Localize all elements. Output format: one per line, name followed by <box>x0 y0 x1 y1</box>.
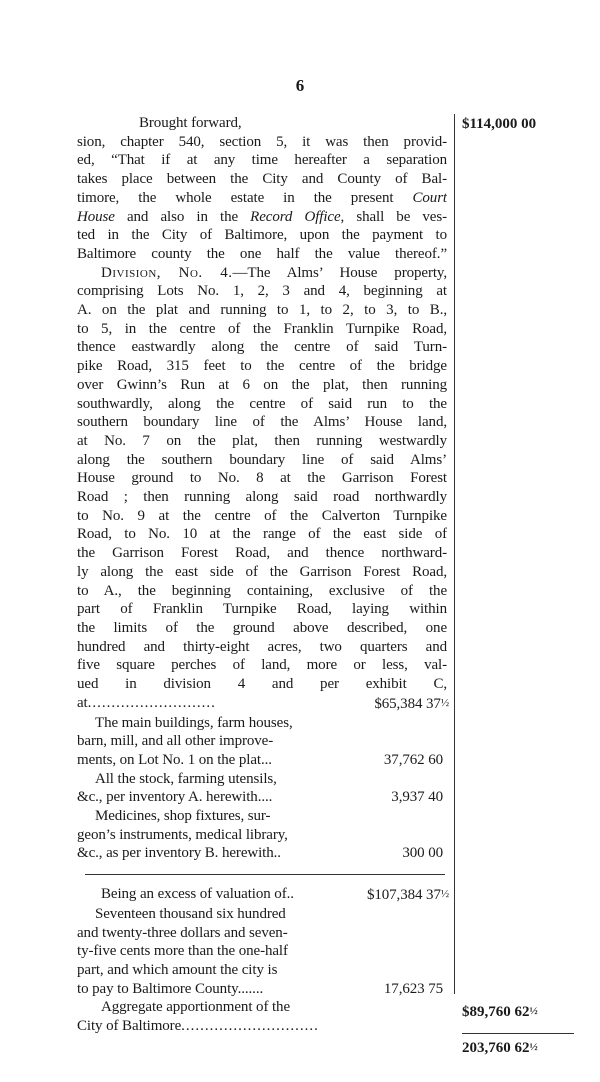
items-list <box>77 714 447 864</box>
item-line <box>77 826 449 845</box>
division-body <box>77 282 447 693</box>
division-at-row <box>77 694 449 714</box>
brought-forward-label: Brought forward, <box>139 115 242 131</box>
excess-row <box>77 885 449 905</box>
item-text: &c., per inventory A. herewith.... <box>77 789 273 806</box>
division-lead: —The Alms’ House property, <box>232 264 447 281</box>
item-text: ments, on Lot No. 1 on the plat... <box>77 751 272 768</box>
item-text: Medicines, shop fixtures, sur- <box>95 808 271 825</box>
payment-block <box>77 905 447 999</box>
division-line: part of Franklin Turnpike Road, laying within <box>77 601 447 618</box>
fraction: ½ <box>529 1041 538 1053</box>
payment-right-amount <box>462 1004 572 1021</box>
item-amount: 3,937 40 <box>391 789 443 806</box>
division-line: A. on the plat and running to 1, to 2, to 3, to B., <box>77 302 447 319</box>
excess-amount <box>367 885 449 905</box>
amount-text: $65,384 37 <box>374 695 441 712</box>
text-span: timore, the whole estate in the present <box>77 189 413 206</box>
fraction: ½ <box>440 888 449 901</box>
division-line: to 5, in the centre of the Franklin Turnpike Road, <box>77 320 447 337</box>
text-span: , shall be ves- <box>340 208 447 225</box>
column-divider <box>454 114 455 994</box>
page-number: 6 <box>295 76 305 95</box>
item-text: barn, mill, and all other improve- <box>77 733 274 750</box>
text-line <box>77 189 447 208</box>
amount-text: $107,384 37 <box>366 887 441 904</box>
division-line: the Garrison Forest Road, and thence northward- <box>77 545 447 562</box>
division-line: thence eastwardly along the centre of said Turn- <box>77 339 447 356</box>
division-amount <box>374 694 449 714</box>
inventory-item <box>77 770 449 807</box>
text-span: and also in the <box>114 208 251 225</box>
payment-line <box>77 961 449 980</box>
payment-amount: 17,623 75 <box>383 980 443 997</box>
division-line: along the southern boundary line of said Alms’ <box>77 451 447 468</box>
fraction: ½ <box>529 1005 538 1017</box>
text-line: ted in the City of Baltimore, upon the payment to <box>77 227 447 244</box>
item-line <box>77 732 449 751</box>
item-amount: 37,762 60 <box>383 751 443 768</box>
item-text: &c., as per inventory B. herewith.. <box>77 845 281 862</box>
division-line: ly along the east side of the Garrison Forest Road, <box>77 563 447 580</box>
payment-line <box>77 942 449 961</box>
text-line <box>77 208 447 227</box>
italic-court: Court <box>412 189 447 206</box>
division-line: House ground to No. 8 at the Garrison Forest <box>77 470 447 487</box>
inventory-item <box>77 714 449 770</box>
item-line <box>77 844 449 863</box>
aggregate-line1: Aggregate apportionment of the <box>101 999 291 1016</box>
payment-text: part, and which amount the city is <box>77 961 278 978</box>
item-line <box>77 751 449 770</box>
at-label <box>77 694 216 714</box>
payment-line <box>77 924 449 943</box>
text-line: Baltimore county the one half the value thereof.” <box>77 245 447 262</box>
division-line: over Gwinn’s Run at 6 on the plat, then running <box>77 376 447 393</box>
item-text: geon’s instruments, medical library, <box>77 826 288 843</box>
item-line <box>77 788 449 807</box>
inventory-item <box>77 807 449 863</box>
division-line: to A., the beginning containing, exclusive of the <box>77 582 447 599</box>
italic-record-office: Record Office <box>250 208 341 225</box>
item-line <box>77 807 449 826</box>
aggregate-label: City of Baltimore <box>77 1018 182 1035</box>
item-amount: 300 00 <box>402 845 443 862</box>
subtotal-rule <box>85 874 445 875</box>
brought-forward-amount: $114,000 00 <box>462 116 537 132</box>
division-line: pike Road, 315 feet to the centre of the bridge <box>77 358 447 375</box>
dot-leader: ............................. <box>181 1018 319 1035</box>
division-line: hundred and thirty-eight acres, two quarters and <box>77 638 447 655</box>
fraction: ½ <box>440 696 449 709</box>
item-text: The main buildings, farm houses, <box>95 714 293 731</box>
division-heading: Division, No. 4. <box>101 264 233 281</box>
aggregate-amount <box>462 1040 572 1057</box>
amount-text: $89,760 62 <box>462 1004 530 1020</box>
division-line: ued in division 4 and per exhibit C, <box>77 676 447 693</box>
division-line: Road, to No. 10 at the range of the east side of <box>77 526 447 543</box>
italic-house: House <box>77 208 115 225</box>
at-text: at <box>77 694 88 711</box>
item-line <box>77 770 449 789</box>
excess-label: Being an excess of valuation of.. <box>101 886 294 903</box>
payment-line <box>77 905 467 924</box>
division-line: at No. 7 on the plat, then running westwardly <box>77 432 447 449</box>
item-text: All the stock, farming utensils, <box>95 770 277 787</box>
item-line <box>77 714 449 733</box>
aggregate-line2 <box>77 1017 449 1036</box>
division-line: southwardly, along the centre of said run to the <box>77 395 447 412</box>
division-line: comprising Lots No. 1, 2, 3 and 4, beginning at <box>77 283 447 300</box>
division-line: the limits of the ground above described, one <box>77 619 447 636</box>
amount-text: 203,760 62 <box>462 1040 530 1056</box>
text-line: ed, “That if at any time hereafter a separation <box>77 152 447 169</box>
payment-text: to pay to Baltimore County....... <box>77 980 264 997</box>
payment-text: ty-five cents more than the one-half <box>77 943 288 960</box>
total-rule <box>462 1033 574 1034</box>
payment-text: Seventeen thousand six hundred <box>95 905 286 922</box>
division-line: southern boundary line of the Alms’ House land, <box>77 414 447 431</box>
division-line: Road ; then running along said road northwardly <box>77 489 447 506</box>
division-heading-line <box>77 264 447 283</box>
dot-leader: ........................... <box>87 694 216 711</box>
main-text <box>77 114 447 1036</box>
text-line: takes place between the City and County of Bal- <box>77 171 447 188</box>
division-line: to No. 9 at the centre of the Calverton Turnpike <box>77 507 447 524</box>
text-line: sion, chapter 540, section 5, it was then provid- <box>77 133 447 150</box>
division-line: five square perches of land, more or less, val- <box>77 657 447 674</box>
payment-line <box>77 980 449 999</box>
payment-text: and twenty-three dollars and seven- <box>77 924 288 941</box>
